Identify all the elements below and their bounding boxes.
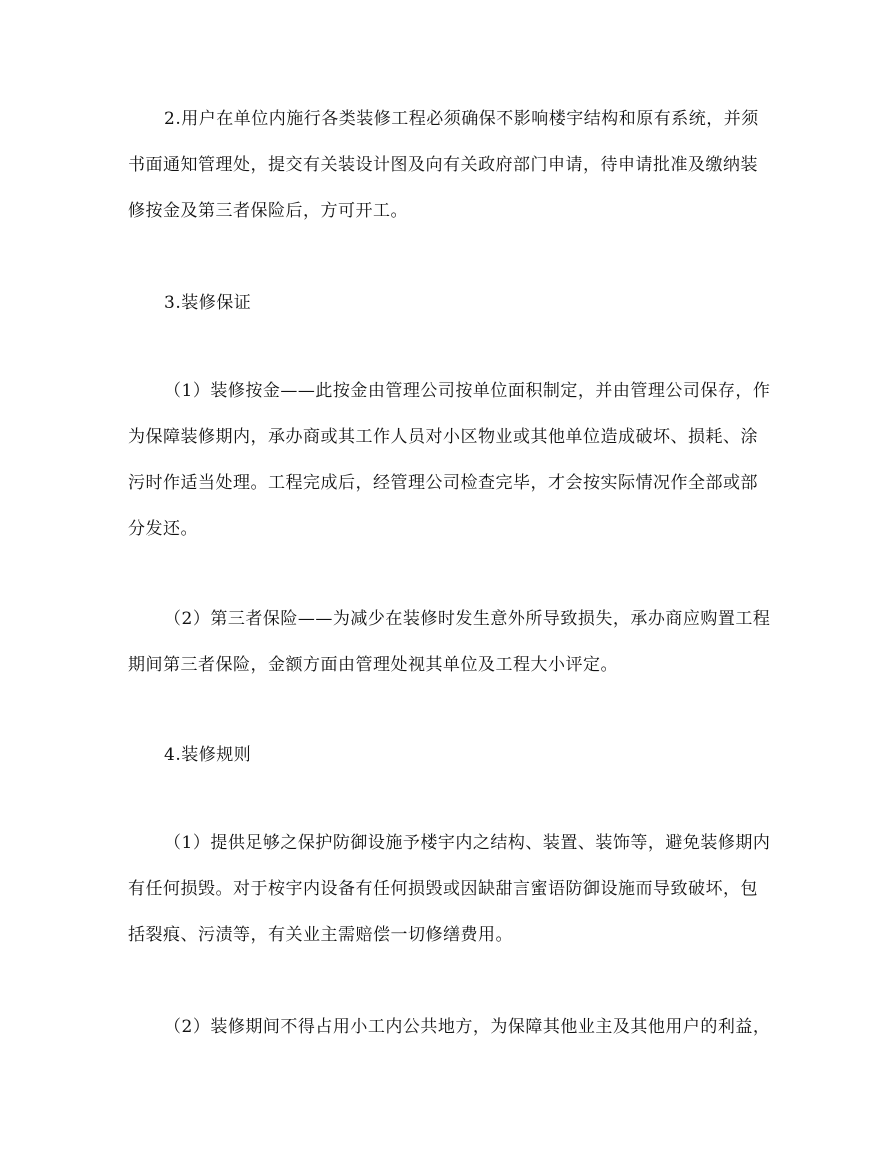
text-line: 书面通知管理处，提交有关装设计图及向有关政府部门申请，待申请批准及缴纳装 bbox=[128, 155, 758, 175]
heading-4-decoration-rules bbox=[128, 732, 768, 778]
text-line: 3.装修保证 bbox=[164, 293, 252, 313]
heading-3-decoration-guarantee bbox=[128, 280, 768, 326]
text-line: 污时作适当处理。工程完成后，经管理公司检查完毕，才会按实际情况作全部或部 bbox=[128, 473, 758, 493]
paragraph-4-1-protection bbox=[128, 820, 771, 958]
text-line: （2）装修期间不得占用小工内公共地方，为保障其他业主及其他用户的利益， bbox=[164, 1017, 771, 1037]
text-line: 期间第三者保险，金额方面由管理处视其单位及工程大小评定。 bbox=[128, 655, 618, 675]
text-line: 括裂痕、污渍等，有关业主需赔偿一切修缮费用。 bbox=[128, 925, 513, 945]
text-line: 为保障装修期内，承办商或其工作人员对小区物业或其他单位造成破坏、损耗、涂 bbox=[128, 427, 758, 447]
paragraph-2 bbox=[128, 96, 768, 234]
text-line: 4.装修规则 bbox=[164, 745, 252, 765]
text-line: 分发还。 bbox=[128, 519, 198, 539]
paragraph-3-1-deposit bbox=[128, 368, 771, 552]
paragraph-3-2-insurance bbox=[128, 596, 771, 688]
text-line: 修按金及第三者保险后，方可开工。 bbox=[128, 201, 408, 221]
text-line: 有任何损毁。对于桉宇内设备有任何损毁或因缺甜言蜜语防御设施而导致破坏，包 bbox=[128, 879, 758, 899]
text-line: 2.用户在单位内施行各类装修工程必须确保不影响楼宇结构和原有系统，并须 bbox=[164, 109, 759, 129]
text-line: （2）第三者保险——为减少在装修时发生意外所导致损失，承办商应购置工程 bbox=[164, 609, 771, 629]
paragraph-4-2-public-space bbox=[128, 1004, 771, 1050]
text-line: （1）提供足够之保护防御设施予楼宇内之结构、装置、装饰等，避免装修期内 bbox=[164, 833, 771, 853]
text-line: （1）装修按金——此按金由管理公司按单位面积制定，并由管理公司保存，作 bbox=[164, 381, 771, 401]
